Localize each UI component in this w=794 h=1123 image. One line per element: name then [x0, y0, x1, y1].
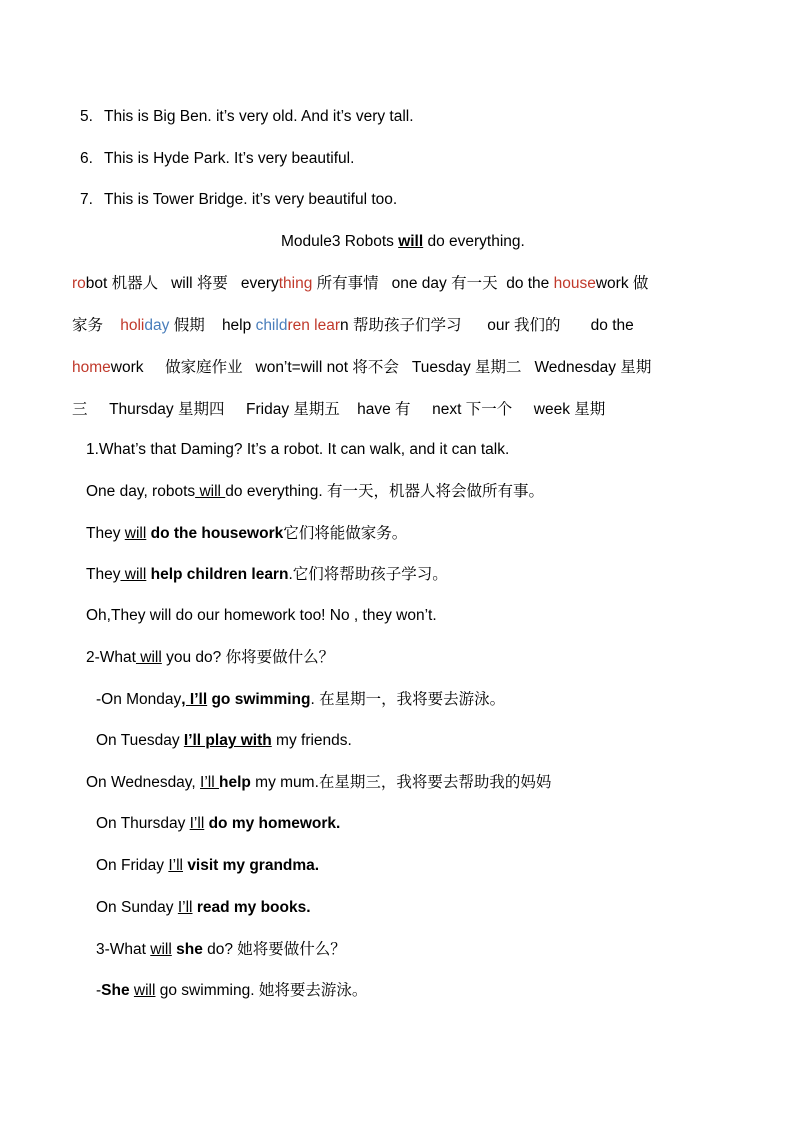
- vocab-word: Thursday 星期四: [109, 401, 225, 418]
- sentence-12: On Sunday I’ll read my books.: [96, 899, 311, 916]
- vocab-highlight: lear: [309, 317, 341, 334]
- vocab-row: 三 Thursday 星期四 Friday 星期五 have 有 next 下一个 week 星期: [72, 401, 606, 418]
- vocab-word: one day 有一天: [391, 275, 498, 292]
- underlined-will: will: [398, 233, 424, 250]
- sentence-1: 1.What’s that Daming? It’s a robot. It can walk, and it can talk.: [86, 441, 510, 458]
- vocab-word: Tuesday 星期二: [411, 359, 522, 376]
- list-number: 6.: [80, 150, 93, 167]
- sentence-10: On Thursday I’ll do my homework.: [96, 815, 341, 832]
- vocab-word: week 星期: [533, 401, 606, 418]
- vocab-highlight: day: [144, 317, 170, 334]
- vocab-word: next 下一个: [432, 401, 513, 418]
- vocab-word: have 有: [357, 401, 411, 418]
- sentence-4: They will help children learn.它们将帮助孩子学习。: [86, 566, 448, 583]
- sentence-7: -On Monday, I’ll go swimming. 在星期一，我将要去游泳。: [96, 691, 506, 708]
- list-item: [80, 149, 354, 169]
- sentence-11: On Friday I’ll visit my grandma.: [96, 857, 320, 874]
- list-number: 7.: [80, 191, 93, 208]
- vocab-highlight: holi: [120, 317, 145, 334]
- sentence-13: 3-What will she do? 她将要做什么？: [96, 941, 346, 958]
- sentence-9: On Wednesday, I’ll help my mum.在星期三，我将要去帮助我的妈妈: [86, 774, 552, 791]
- list-text: This is Hyde Park. It’s very beautiful.: [104, 150, 355, 167]
- vocab-highlight: house: [553, 275, 596, 292]
- vocab-highlight: child: [255, 317, 288, 334]
- vocab-word: Wednesday 星期: [534, 359, 652, 376]
- vocab-row: 家务 holiday 假期 help children learn 帮助孩子们学习 our 我们的 do the: [72, 317, 634, 334]
- list-item: [80, 190, 397, 210]
- sentence-6: 2-What will you do? 你将要做什么？: [86, 649, 335, 666]
- vocab-word: won’t=will not 将不会: [255, 359, 399, 376]
- vocab-highlight: ren: [287, 317, 310, 334]
- vocab-highlight: ro: [72, 275, 86, 292]
- list-item: [80, 107, 414, 127]
- vocab-highlight: thing: [278, 275, 313, 292]
- sentence-2: One day, robots will do everything. 有一天，机器人将会做所有事。: [86, 483, 544, 500]
- module-title: Module3 Robots will do everything.: [281, 233, 525, 250]
- vocab-word: Friday 星期五: [246, 401, 340, 418]
- vocab-word: our 我们的: [487, 317, 561, 334]
- vocab-word: will 将要: [171, 275, 228, 292]
- sentence-3: They will do the housework它们将能做家务。: [86, 525, 408, 542]
- list-text: This is Tower Bridge. it’s very beautiful too.: [104, 191, 398, 208]
- list-text: This is Big Ben. it’s very old. And it’s very tall.: [104, 108, 414, 125]
- sentence-8: On Tuesday I’ll play with my friends.: [96, 732, 352, 749]
- sentence-5: Oh,They will do our homework too! No , they won’t.: [86, 607, 437, 624]
- vocab-row: homework 做家庭作业 won’t=will not 将不会 Tuesday 星期二 Wednesday 星期: [72, 359, 652, 376]
- vocabulary-list: [72, 263, 722, 431]
- sentence-14: -She will go swimming. 她将要去游泳。: [96, 982, 368, 999]
- vocab-row: robot 机器人 will 将要 everything 所有事情 one day 有一天 do the housework 做: [72, 275, 649, 292]
- list-number: 5.: [80, 108, 93, 125]
- vocab-highlight: home: [72, 359, 111, 376]
